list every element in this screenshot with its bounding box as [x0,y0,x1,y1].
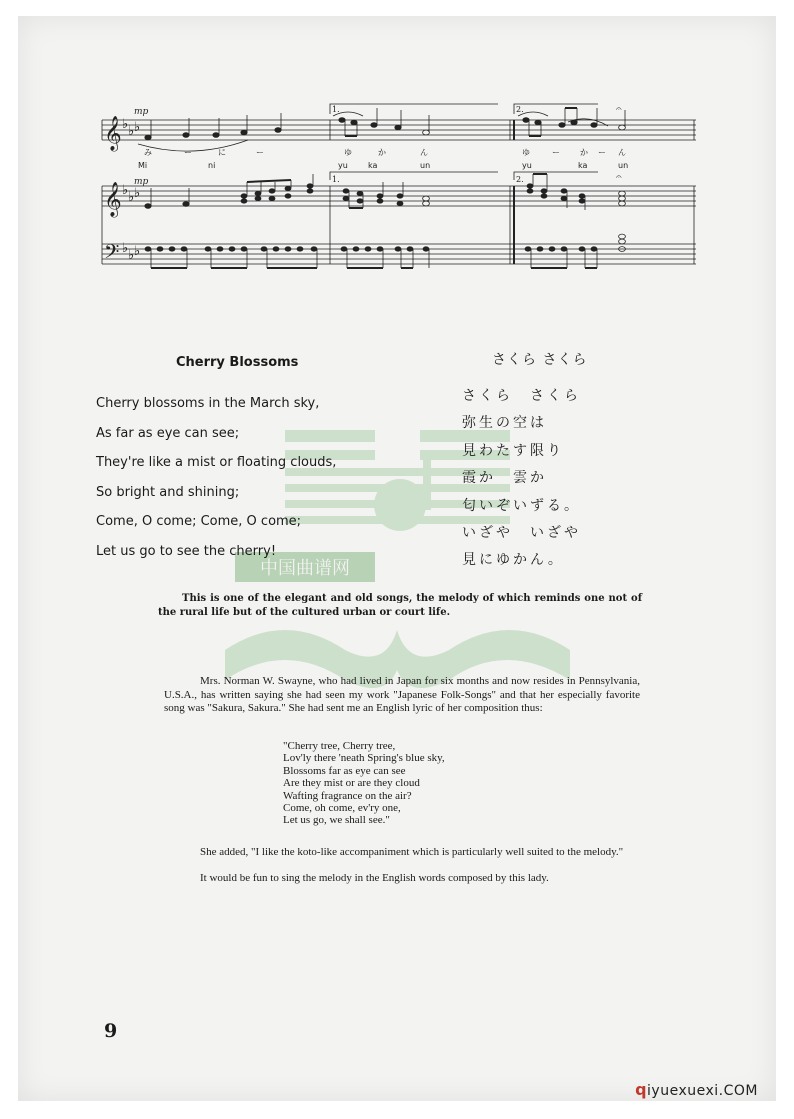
letter-paragraph: Mrs. Norman W. Swayne, who had lived in Japan for six months and now resides in Pennsylvania, U.S.A., has written saying she had seen my work "Japanese Folk-Songs" and that her especially favorite song was "Sakura, Sakura." She had sent me an English lyric of her composition thus: [164,675,640,714]
score-svg [98,100,700,272]
lyric-line: They're like a mist or floating clouds, [96,455,337,471]
svg-text:♭: ♭ [128,248,135,263]
svg-text:♭: ♭ [122,183,129,198]
svg-text:Mi: Mi [138,161,148,170]
poem-line: Wafting fragrance on the air? [283,789,412,802]
svg-text:𝄞: 𝄞 [104,116,122,151]
svg-text:♭: ♭ [134,120,141,135]
lyric-line: As far as eye can see; [96,425,240,441]
svg-text:♭: ♭ [122,241,129,256]
lyric-line: Come, O come; Come, O come; [96,514,302,530]
poem-line: "Cherry tree, Cherry tree, [283,740,396,752]
svg-text:𝄢: 𝄢 [104,240,120,268]
svg-text:ー: ー [552,148,560,157]
svg-text:か: か [580,148,588,157]
svg-text:♭: ♭ [134,186,141,201]
svg-text:un: un [420,161,431,170]
svg-text:𝄐: 𝄐 [616,104,622,115]
lyric-line: So bright and shining; [96,484,240,500]
poem-line: Let us go, we shall see." [283,814,390,827]
svg-text:mp: mp [134,177,149,187]
poem-line: Blossoms far as eye can see [283,764,406,777]
song-title-japanese: さくら さくら [492,352,588,368]
svg-text:ni: ni [208,161,216,170]
svg-text:1.: 1. [332,175,340,184]
japanese-lyrics [462,387,581,579]
svg-text:に: に [218,148,226,157]
added-paragraph: She added, "I like the koto-like accompaniment which is particularly well suited to the melody." [200,846,624,858]
lyric-line-jp: いざや いざや [462,524,581,541]
svg-text:♭: ♭ [128,124,135,139]
svg-text:𝄐: 𝄐 [616,172,622,183]
english-lyrics [96,396,336,574]
svg-text:♭: ♭ [128,190,135,205]
poem-line: Come, oh come, ev'ry one, [283,801,401,814]
svg-text:中国曲谱网: 中国曲谱网 [260,558,350,579]
svg-text:か: か [378,148,386,157]
svg-text:ka: ka [368,161,378,170]
lyric-line-jp: 見にゆかん。 [462,552,565,569]
poem-line: Are they mist or are they cloud [283,777,420,790]
lyric-line: Cherry blossoms in the March sky, [96,396,320,411]
svg-text:mp: mp [134,107,149,117]
svg-text:ゆ: ゆ [344,148,352,157]
svg-text:yu: yu [522,161,532,170]
music-score [98,100,700,272]
lyric-line-jp: 弥生の空は [462,415,547,432]
site-domain: iyuexuexi.COM [647,1083,758,1099]
page-number: 9 [104,1020,118,1042]
svg-text:ー: ー [256,148,264,157]
svg-text:ー: ー [598,148,606,157]
svg-text:1.: 1. [332,105,340,114]
lyric-line-jp: 霞か 雲か [462,470,547,487]
lyric-line-jp: さくら さくら [462,388,581,404]
svg-text:un: un [618,161,629,170]
svg-text:yu: yu [338,161,348,170]
song-note: This is one of the elegant and old songs, the melody of which reminds one not of the rural life but of the cultured urban or court life. [158,593,642,618]
closing-paragraph: It would be fun to sing the melody in the English words composed by this lady. [200,872,549,884]
svg-text:𝄞: 𝄞 [104,182,122,217]
rh-chords [241,180,291,203]
svg-text:ん: ん [618,148,626,157]
lh-eighths [145,234,625,268]
svg-text:ん: ん [420,148,428,157]
svg-text:2.: 2. [516,105,524,114]
lyric-line: Let us go to see the cherry! [96,543,277,559]
site-watermark-text [635,1080,758,1099]
svg-text:♭: ♭ [122,117,129,132]
svg-text:ka: ka [578,161,588,170]
site-prefix: q [635,1080,648,1099]
english-poem [283,740,533,827]
lyric-line-jp: 匂いぞいずる。 [462,497,581,514]
svg-text:ゆ: ゆ [522,148,530,157]
svg-text:み: み [144,148,152,157]
svg-text:ー: ー [184,148,192,157]
svg-text:2.: 2. [516,175,524,184]
svg-text:♭: ♭ [134,244,141,259]
song-title-english: Cherry Blossoms [176,355,299,370]
poem-line: Lov'ly there 'neath Spring's blue sky, [283,752,445,765]
lyric-line-jp: 見わたす限り [462,442,564,459]
